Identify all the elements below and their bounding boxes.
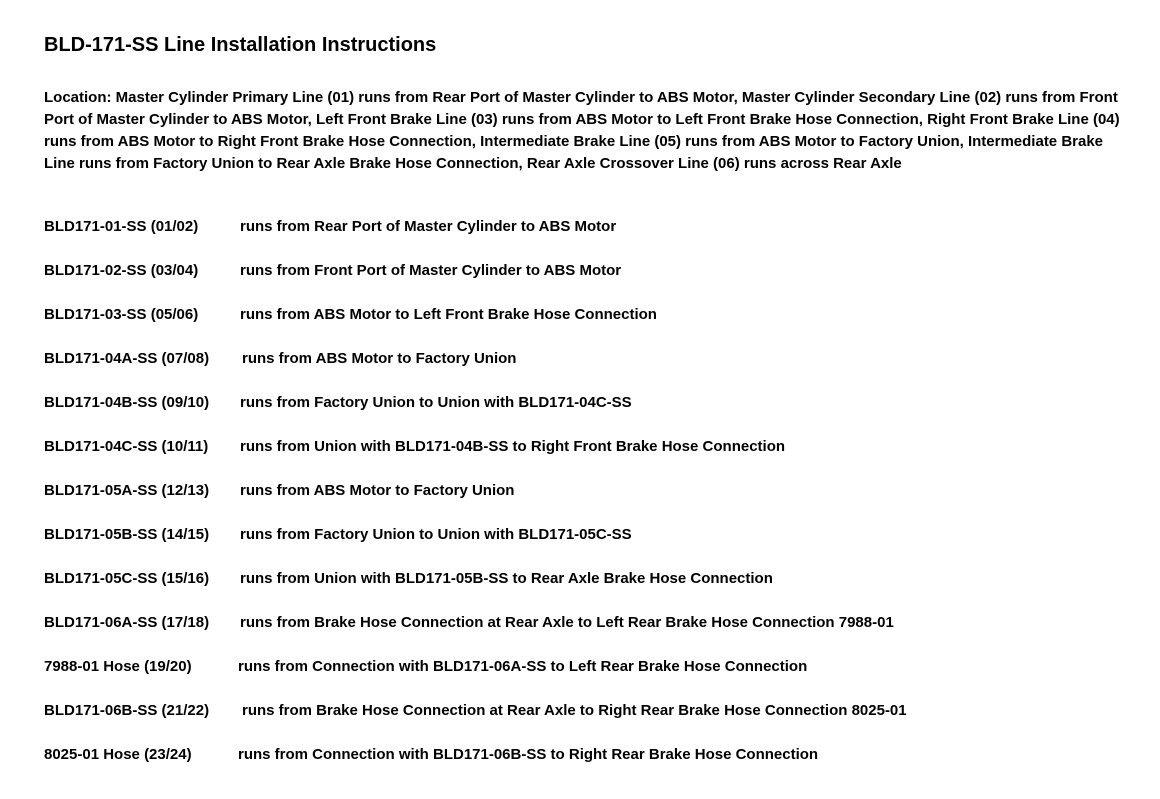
part-row [44, 700, 1144, 744]
part-description: runs from ABS Motor to Left Front Brake Hose Connection [240, 306, 657, 323]
part-id: 7988-01 Hose (19/20) [44, 658, 192, 675]
part-id: BLD171-04A-SS (07/08) [44, 350, 210, 367]
part-row [44, 436, 1144, 480]
part-id: BLD171-01-SS (01/02) [44, 218, 199, 235]
part-description: runs from Brake Hose Connection at Rear Axle to Left Rear Brake Hose Connection 7988-01 [240, 614, 894, 631]
part-description: runs from Brake Hose Connection at Rear Axle to Right Rear Brake Hose Connection 8025-01 [242, 702, 907, 719]
part-id: 8025-01 Hose (23/24) [44, 746, 192, 763]
part-row [44, 392, 1144, 436]
part-id: BLD171-02-SS (03/04) [44, 262, 199, 279]
part-row [44, 216, 1144, 260]
part-id: BLD171-03-SS (05/06) [44, 306, 199, 323]
part-row [44, 348, 1144, 392]
document-title: BLD-171-SS Line Installation Instructions [44, 34, 437, 56]
part-row [44, 568, 1144, 612]
part-description: runs from Union with BLD171-04B-SS to Right Front Brake Hose Connection [240, 438, 786, 455]
part-description: runs from ABS Motor to Factory Union [242, 350, 517, 367]
part-description: runs from Factory Union to Union with BLD171-04C-SS [240, 394, 632, 411]
part-description: runs from Connection with BLD171-06B-SS to Right Rear Brake Hose Connection [238, 746, 819, 763]
part-id: BLD171-05A-SS (12/13) [44, 482, 210, 499]
part-row [44, 260, 1144, 304]
part-description: runs from ABS Motor to Factory Union [240, 482, 515, 499]
part-row [44, 744, 1144, 788]
part-id: BLD171-06A-SS (17/18) [44, 614, 210, 631]
part-row [44, 524, 1144, 568]
part-description: runs from Front Port of Master Cylinder to ABS Motor [240, 262, 622, 279]
part-description: runs from Rear Port of Master Cylinder to ABS Motor [240, 218, 617, 235]
part-description: runs from Connection with BLD171-06A-SS to Left Rear Brake Hose Connection [238, 658, 808, 675]
part-id: BLD171-06B-SS (21/22) [44, 702, 210, 719]
part-row [44, 612, 1144, 656]
part-id: BLD171-04C-SS (10/11) [44, 438, 209, 455]
part-id: BLD171-04B-SS (09/10) [44, 394, 210, 411]
part-description: runs from Union with BLD171-05B-SS to Rear Axle Brake Hose Connection [240, 570, 773, 587]
part-row [44, 304, 1144, 348]
part-row [44, 656, 1144, 700]
parts-list [44, 216, 1144, 788]
part-row [44, 480, 1144, 524]
location-paragraph: Location: Master Cylinder Primary Line (01) runs from Rear Port of Master Cylinder to ABS Motor, Master Cylinder Secondary Line (02) runs from Front Port of Master Cylinder to ABS Motor, Left Front Brake Line (03) runs from ABS Motor to Left Front Brake Hose Connection, Right Front Brake Line (04) runs from ABS Motor to Right Front Brake Hose Connection, Intermediate Brake Line (05) runs from ABS Motor to Factory Union, Intermediate Brake Line runs from Factory Union to Rear Axle Brake Hose Connection, Rear Axle Crossover Line (06) runs across Rear Axle [44, 89, 1120, 172]
part-id: BLD171-05C-SS (15/16) [44, 570, 210, 587]
part-description: runs from Factory Union to Union with BLD171-05C-SS [240, 526, 632, 543]
part-id: BLD171-05B-SS (14/15) [44, 526, 210, 543]
